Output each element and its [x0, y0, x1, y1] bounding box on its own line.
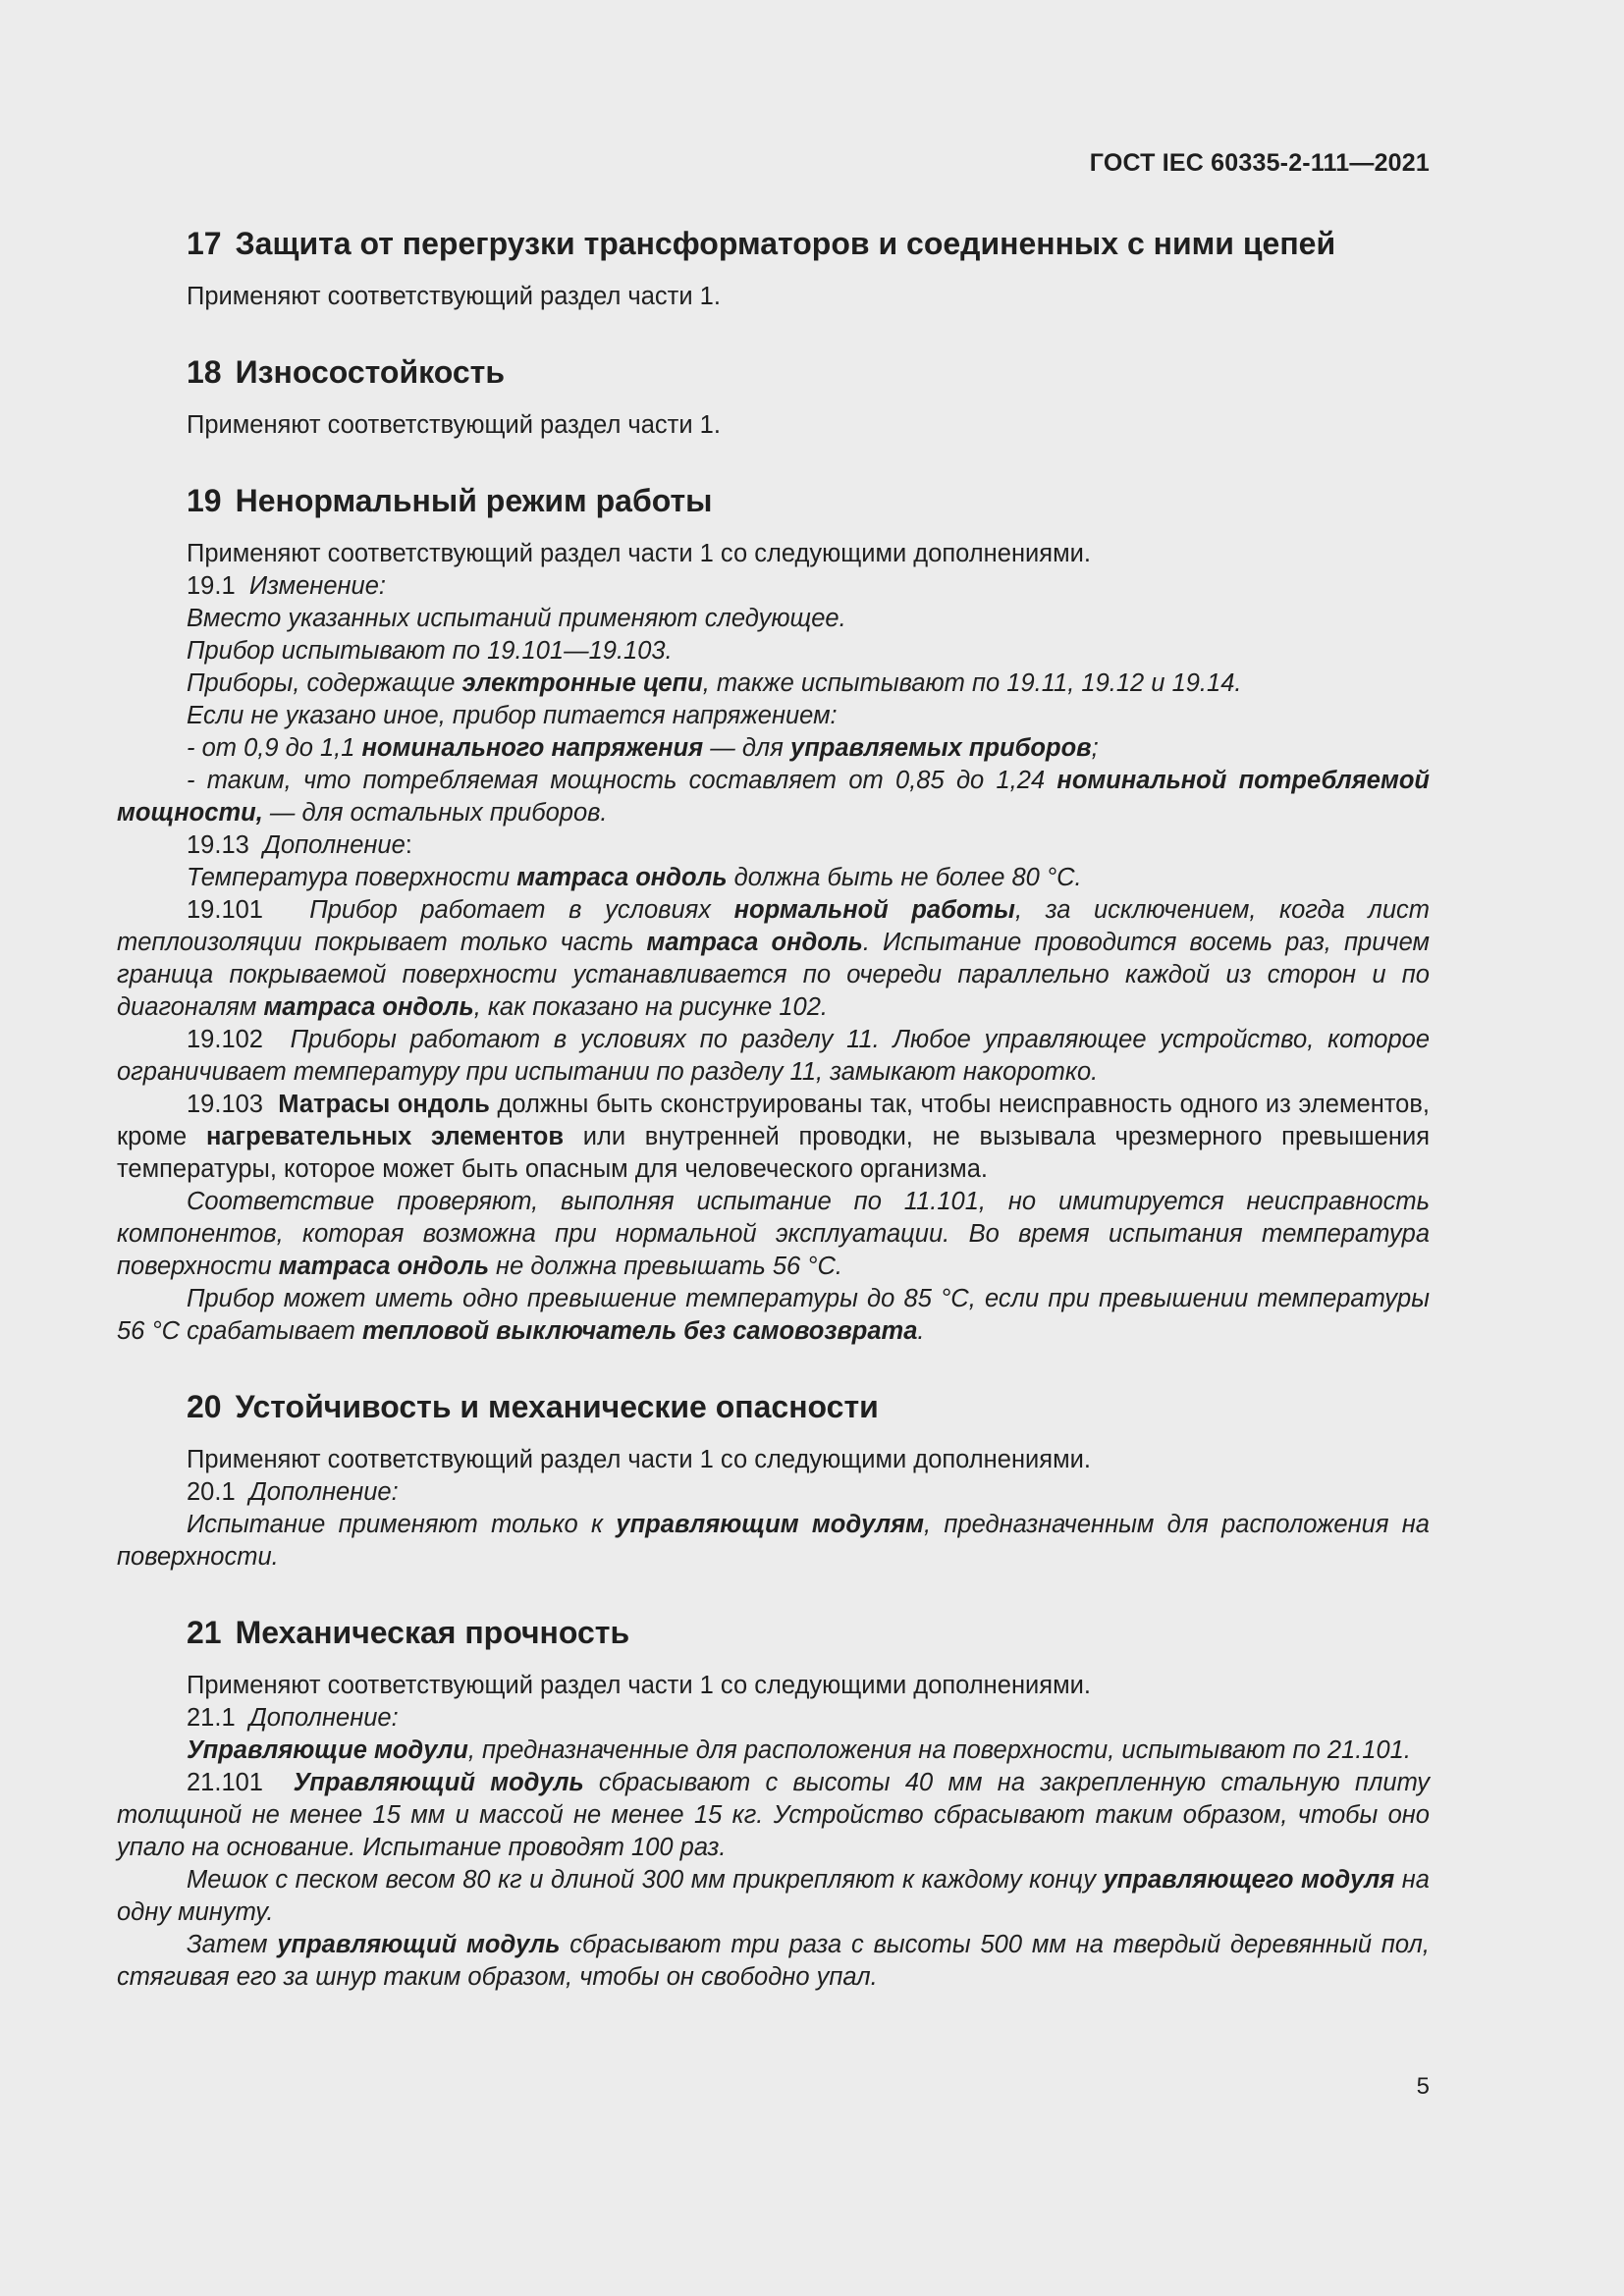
- text-run: должна быть не более 80 °С.: [727, 864, 1082, 891]
- term: Матрасы ондоль: [278, 1091, 490, 1118]
- text-run: Температура поверхности: [187, 864, 517, 891]
- clause-19-1: [117, 570, 1430, 603]
- text-run: Прибор работает в условиях: [309, 896, 734, 924]
- term: управляемых приборов: [790, 734, 1092, 762]
- section-number: 21: [187, 1615, 222, 1650]
- clause-number: 21.101: [187, 1769, 263, 1796]
- text-run: .: [917, 1317, 925, 1345]
- text-run: сбрасывают с высоты 40 мм на закрепленную стальную плиту толщиной не менее 15 мм и массой не менее 15 кг. Устройство сбрасывают таким образом, чтобы оно упало на основание. Испытание проводят 100 раз.: [117, 1769, 1431, 1861]
- clause-21-1: [117, 1702, 1430, 1735]
- text-run: Соответствие проверяют, выполняя испытание по 11.101, но имитируется неисправность компонентов, которая возможна при нормальной эксплуатации. Во время испытания температура поверхности: [117, 1188, 1430, 1280]
- paragraph: [117, 862, 1430, 894]
- text-run: должны быть сконструированы так, чтобы неисправность одного из элементов, кроме: [117, 1091, 1430, 1150]
- clause-number: 20.1: [187, 1478, 236, 1506]
- paragraph: Применяют соответствующий раздел части 1 со следующими дополнениями.: [187, 1446, 1091, 1473]
- paragraph: Применяют соответствующий раздел части 1.: [187, 411, 721, 439]
- clause-19-103: [117, 1089, 1430, 1186]
- clause-number: 19.13: [187, 831, 249, 859]
- section-title-text: Износостойкость: [235, 354, 505, 390]
- paragraph: Применяют соответствующий раздел части 1 со следующими дополнениями.: [187, 540, 1091, 567]
- term: номинального напряжения: [361, 734, 704, 762]
- text-run: Приборы, содержащие: [187, 669, 462, 697]
- text-run: , за исключением, когда лист теплоизоляции покрывает только часть: [117, 896, 1430, 956]
- section-17-title: [117, 222, 1430, 265]
- section-18-title: [117, 350, 1430, 394]
- clause-label: Дополнение: [262, 831, 406, 859]
- paragraph: [117, 1735, 1430, 1767]
- clause-label: Изменение:: [248, 572, 386, 600]
- term: управляющим модулям: [616, 1511, 925, 1538]
- paragraph: Прибор испытывают по 19.101—19.103.: [187, 637, 673, 665]
- paragraph: Применяют соответствующий раздел части 1.: [187, 283, 721, 310]
- list-item: [117, 765, 1430, 829]
- list-item: [117, 732, 1430, 765]
- term: электронные цепи: [461, 669, 703, 697]
- text-run: — для остальных приборов.: [262, 799, 608, 827]
- section-number: 19: [187, 483, 222, 518]
- paragraph: Если не указано иное, прибор питается напряжением:: [187, 702, 838, 729]
- text-run: . Испытание проводится восемь раз, причем граница покрываемой поверхности устанавливается по очереди параллельно каждой из сторон и по диагоналям: [117, 929, 1430, 1021]
- term: нагревательных элементов: [205, 1123, 565, 1150]
- paragraph: Применяют соответствующий раздел части 1 со следующими дополнениями.: [187, 1672, 1091, 1699]
- clause-label: Дополнение:: [248, 1704, 399, 1732]
- section-21-title: [117, 1611, 1430, 1654]
- section-19-title: [117, 479, 1430, 522]
- clause-label: Дополнение:: [248, 1478, 399, 1506]
- clause-19-102: [117, 1024, 1430, 1089]
- text-run: Прибор может иметь одно превышение температуры до 85 °С, если при превышении температуры 56 °С срабатывает: [117, 1285, 1430, 1345]
- term: номинальной потребляемой мощности,: [117, 767, 1430, 827]
- clause-19-101: [117, 894, 1430, 1024]
- paragraph: [117, 1509, 1430, 1574]
- text-run: Мешок с песком весом 80 кг и длиной 300 мм прикрепляют к каждому концу: [187, 1866, 1104, 1894]
- text-run: - от 0,9 до 1,1: [187, 734, 362, 762]
- paragraph: [117, 1864, 1430, 1929]
- section-title-text: Защита от перегрузки трансформаторов и соединенных с ними цепей: [235, 226, 1336, 261]
- section-title-text: Механическая прочность: [235, 1615, 630, 1650]
- text-run: не должна превышать 56 °С.: [488, 1253, 842, 1280]
- term: матраса ондоль: [263, 993, 474, 1021]
- section-20-title: [117, 1385, 1430, 1428]
- compliance-paragraph: [117, 1186, 1430, 1283]
- text-run: — для: [703, 734, 791, 762]
- section-number: 18: [187, 354, 222, 390]
- paragraph: Вместо указанных испытаний применяют следующее.: [187, 605, 846, 632]
- page-number: 5: [1416, 2073, 1430, 2100]
- term: управляющий модуль: [277, 1931, 561, 1958]
- section-title-text: Устойчивость и механические опасности: [235, 1389, 879, 1424]
- clause-number: 19.1: [187, 572, 236, 600]
- term: управляющего модуля: [1103, 1866, 1395, 1894]
- section-number: 20: [187, 1389, 222, 1424]
- text-run: , предназначенные для расположения на поверхности, испытывают по 21.101.: [467, 1736, 1411, 1764]
- paragraph: [117, 667, 1430, 700]
- term: матраса ондоль: [646, 929, 863, 956]
- clause-19-13: [117, 829, 1430, 862]
- clause-number: 21.1: [187, 1704, 236, 1732]
- clause-number: 19.103: [187, 1091, 263, 1118]
- text-run: или внутренней проводки, не вызывала чрезмерного превышения температуры, которое может быть опасным для человеческого организма.: [117, 1123, 1430, 1183]
- text-run: - таким, что потребляемая мощность составляет от 0,85 до 1,24: [187, 767, 1057, 794]
- text-run: Испытание применяют только к: [187, 1511, 617, 1538]
- text-run: , как показано на рисунке 102.: [473, 993, 828, 1021]
- text-run: , также испытывают по 19.11, 19.12 и 19.14.: [702, 669, 1242, 697]
- text-run: , предназначенным для расположения на поверхности.: [117, 1511, 1430, 1571]
- text-run: :: [405, 831, 412, 859]
- text-run: на одну минуту.: [117, 1866, 1430, 1926]
- section-title-text: Ненормальный режим работы: [235, 483, 713, 518]
- clause-20-1: [117, 1476, 1430, 1509]
- text-run: Приборы работают в условиях по разделу 11. Любое управляющее устройство, которое ограничивает температуру при испытании по разделу 11, замыкают накоротко.: [117, 1026, 1430, 1086]
- page-content: [117, 222, 1430, 1994]
- text-run: Затем: [187, 1931, 278, 1958]
- term: Управляющий модуль: [293, 1769, 584, 1796]
- clause-21-101: [117, 1767, 1430, 1864]
- clause-number: 19.101: [187, 896, 263, 924]
- term: матраса ондоль: [278, 1253, 489, 1280]
- document-code: ГОСТ IEC 60335-2-111—2021: [1089, 149, 1430, 177]
- section-number: 17: [187, 226, 222, 261]
- term: Управляющие модули: [187, 1736, 468, 1764]
- term: тепловой выключатель без самовозврата: [361, 1317, 918, 1345]
- term: нормальной работы: [733, 896, 1015, 924]
- paragraph: [117, 1929, 1430, 1994]
- text-run: ;: [1091, 734, 1099, 762]
- paragraph: [117, 1283, 1430, 1348]
- clause-number: 19.102: [187, 1026, 263, 1053]
- term: матраса ондоль: [516, 864, 728, 891]
- text-run: сбрасывают три раза с высоты 500 мм на твердый деревянный пол, стягивая его за шнур таким образом, чтобы он свободно упал.: [117, 1931, 1430, 1991]
